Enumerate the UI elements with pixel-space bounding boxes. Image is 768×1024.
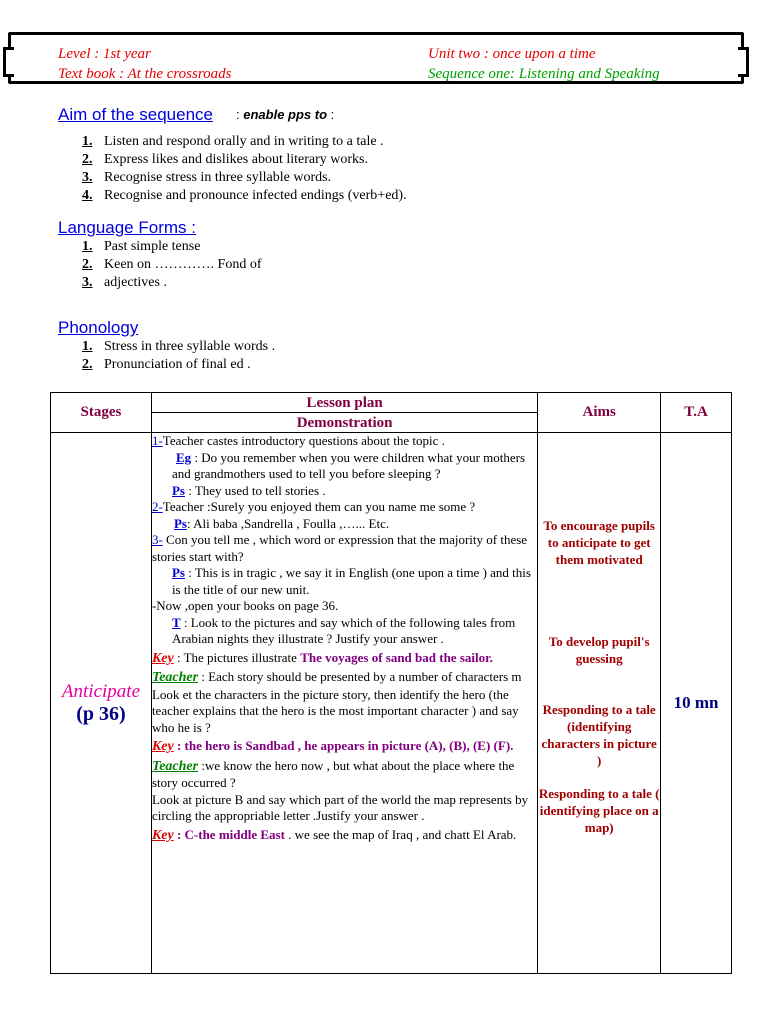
- frame-tab-left: [3, 47, 14, 77]
- aim-intro: [236, 107, 334, 122]
- list-item: 2. Express likes and dislikes about literary works.: [82, 152, 369, 167]
- textbook-label: Text book : At the crossroads: [58, 66, 232, 82]
- language-forms-list: [82, 238, 262, 292]
- lesson-plan-header: Lesson plan: [151, 393, 537, 413]
- demonstration-header: Demonstration: [151, 413, 537, 433]
- phonology-title: Phonology: [58, 318, 139, 337]
- frame-tab-right: [738, 47, 749, 77]
- aim-list: [82, 133, 407, 205]
- list-item: 2. Pronunciation of final ed .: [82, 357, 251, 372]
- aim-colon: :: [236, 107, 244, 122]
- aim-guessing: To develop pupil's guessing: [548, 634, 650, 666]
- stage-cell: [51, 433, 152, 974]
- list-item: 3. Recognise stress in three syllable words.: [82, 170, 332, 185]
- aim-title: Aim of the sequence: [58, 105, 213, 124]
- level-label: Level : 1st year: [58, 46, 151, 62]
- aim-encourage: To encourage pupils to anticipate to get them motivated: [543, 518, 655, 567]
- aim-intro-text: enable pps to: [243, 107, 328, 122]
- stage-name: Anticipate: [61, 680, 141, 702]
- list-item: 3. adjectives .: [82, 275, 167, 290]
- ta-cell: 10 mn: [661, 433, 732, 974]
- list-item: 1. Past simple tense: [82, 239, 201, 254]
- aims-cell: [538, 433, 661, 974]
- demonstration-cell: 1-Teacher castes introductory questions about the topic . Eg : Do you remember when you were children what your mothers and grandmothers used to tell you before sleeping ? Ps : They used to tell stories . 2-Teacher :Surely you enjoyed them can you name me some ? Ps: Ali baba ,Sandrella , Foulla ,…... Etc. 3- Con you tell me , which word or expression that the majority of these stories start with? Ps : This is in tragic , we say it in English (one upon a time ) and this is the title of our new unit. -Now ,open your books on page 36. T : Look to the pictures and say which of the following tales from Arabian nights they illustrate ? Justify your answer . Key : The pictures illustrate The voyages of sand bad the sailor. Teacher : Each story should be presented by a number of characters m Look et the characters in the picture story, then identify the hero (the teacher explains that the hero is the most important character ) and say who he is ? Key : the hero is Sandbad , he appears in picture (A), (B), (E) (F). Teacher :we know the hero now , but what about the place where the story occurred ? Look at picture B and say which part of the world the map represents by circling the appropriable letter .Justify your answer . Key : C-the middle East . we see the map of Iraq , and chatt El Arab.: [151, 433, 537, 974]
- list-item: 1. Listen and respond orally and in writing to a tale .: [82, 134, 384, 149]
- lesson-plan-table: [50, 392, 732, 974]
- stage-page: (p 36): [76, 702, 126, 725]
- list-item: 1. Stress in three syllable words .: [82, 339, 276, 354]
- unit-label: Unit two : once upon a time: [428, 46, 596, 62]
- ta-header: T.A: [661, 393, 732, 433]
- aim-place: Responding to a tale ( identifying place on a map): [538, 786, 660, 835]
- stages-header: Stages: [51, 393, 152, 433]
- phonology-list: [82, 338, 275, 374]
- list-item: 2. Keen on …………. Fond of: [82, 257, 262, 272]
- aims-header: Aims: [538, 393, 661, 433]
- aim-intro-colon: :: [327, 107, 335, 122]
- language-forms-title: Language Forms :: [58, 218, 196, 237]
- list-item: 4. Recognise and pronounce infected endings (verb+ed).: [82, 188, 407, 203]
- aim-characters: Responding to a tale (identifying characters in picture ): [541, 702, 657, 768]
- sequence-label: Sequence one: Listening and Speaking: [428, 66, 660, 82]
